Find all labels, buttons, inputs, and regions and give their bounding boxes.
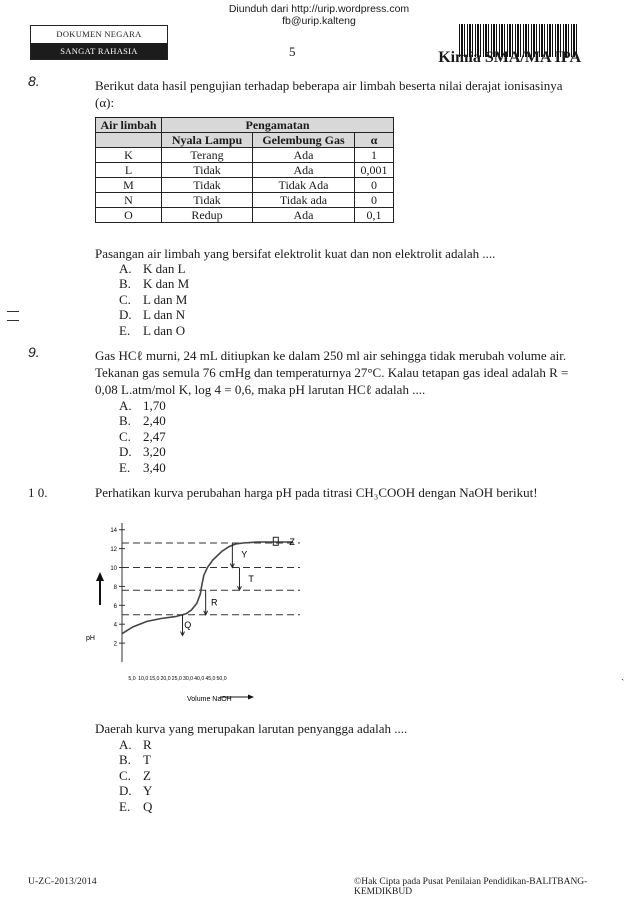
y-axis-label: pH bbox=[86, 635, 95, 642]
x-tick-label: 15,0 bbox=[149, 676, 160, 682]
cell-sample: K bbox=[96, 148, 162, 163]
y-tick-label: 12 bbox=[110, 547, 117, 554]
header-air-limbah: Air limbah bbox=[96, 118, 162, 133]
cell-sample: N bbox=[96, 193, 162, 208]
option-a[interactable] bbox=[119, 737, 152, 752]
option-letter: D. bbox=[119, 307, 132, 323]
option-text: K dan L bbox=[143, 261, 186, 276]
option-text: R bbox=[143, 737, 152, 752]
cell-lamp: Tidak bbox=[162, 178, 253, 193]
cell-gas: Ada bbox=[253, 148, 355, 163]
y-tick-label: 4 bbox=[113, 622, 117, 629]
subject-title: Kimia SMA/MA IPA bbox=[438, 49, 581, 66]
q10-number: 1 0. bbox=[28, 485, 48, 500]
option-e[interactable] bbox=[119, 323, 189, 338]
cell-gas: Tidak Ada bbox=[253, 178, 355, 193]
region-label-r: R bbox=[211, 597, 218, 608]
plot-area bbox=[96, 523, 300, 700]
doc-type-label: DOKUMEN NEGARA bbox=[56, 29, 142, 39]
option-text: L dan O bbox=[143, 322, 186, 338]
titration-curve-chart bbox=[70, 515, 330, 715]
x-tick-label: 40,0 bbox=[194, 676, 205, 682]
region-label-y: Y bbox=[241, 549, 248, 560]
header-pengamatan: Pengamatan bbox=[162, 118, 394, 133]
option-letter: E. bbox=[119, 459, 131, 475]
option-letter: C. bbox=[119, 767, 131, 783]
q8-text-line2: (α): bbox=[95, 95, 115, 110]
y-tick-label: 2 bbox=[113, 641, 117, 648]
y-tick-label: 8 bbox=[113, 584, 117, 591]
q8-question: Pasangan air limbah yang bersifat elektrolit kuat dan non elektrolit adalah .... bbox=[95, 246, 496, 261]
option-text: 1,70 bbox=[143, 398, 166, 413]
option-d[interactable] bbox=[119, 783, 152, 798]
option-letter: D. bbox=[119, 783, 132, 799]
q8-number: 8. bbox=[28, 73, 40, 89]
option-text: Z bbox=[143, 767, 151, 783]
header-alpha: α bbox=[355, 133, 394, 148]
cell-lamp: Tidak bbox=[162, 193, 253, 208]
q10-question: Daerah kurva yang merupakan larutan penyangga adalah .... bbox=[95, 721, 408, 736]
option-letter: E. bbox=[119, 798, 131, 814]
option-text: L dan N bbox=[143, 307, 186, 323]
option-letter: D. bbox=[119, 444, 132, 460]
header-gelembung-gas: Gelembung Gas bbox=[253, 133, 355, 148]
option-letter: B. bbox=[119, 413, 131, 429]
option-b[interactable] bbox=[119, 276, 189, 291]
footer-copyright: ©Hak Cipta pada Pusat Penilaian Pendidikan-BALITBANG-KEMDIKBUD bbox=[354, 877, 588, 897]
x-tick-label: 20,0 bbox=[160, 676, 171, 682]
ph-arrow-head-icon bbox=[96, 572, 104, 581]
option-text: L dan M bbox=[143, 291, 188, 307]
option-e[interactable] bbox=[119, 460, 166, 475]
q8-options bbox=[119, 261, 189, 338]
option-letter: B. bbox=[119, 276, 131, 292]
cell-lamp: Redup bbox=[162, 208, 253, 223]
option-a[interactable] bbox=[119, 398, 166, 413]
table-row bbox=[96, 193, 394, 208]
table-row bbox=[96, 148, 394, 163]
option-letter: A. bbox=[119, 737, 132, 752]
region-label-z: Z bbox=[289, 537, 295, 548]
option-e[interactable] bbox=[119, 799, 152, 814]
option-b[interactable] bbox=[119, 413, 166, 428]
x-tick-label: 30,0 bbox=[182, 676, 194, 682]
option-letter: A. bbox=[119, 261, 132, 276]
option-a[interactable] bbox=[119, 261, 189, 276]
cell-gas: Tidak ada bbox=[253, 193, 355, 208]
option-d[interactable] bbox=[119, 444, 166, 459]
y-tick-label: 14 bbox=[110, 528, 117, 535]
q10-options bbox=[119, 737, 152, 814]
x-tick-label: 50,0 bbox=[216, 676, 227, 682]
x-tick-label: 45,0 bbox=[205, 676, 216, 682]
option-text: 2,40 bbox=[143, 413, 166, 429]
header-nyala-lampu: Nyala Lampu bbox=[162, 133, 253, 148]
cell-sample: O bbox=[96, 208, 162, 223]
cell-sample: M bbox=[96, 178, 162, 193]
option-text: Y bbox=[143, 783, 153, 799]
x-tick-label: 5,0 bbox=[128, 676, 136, 682]
q9-text-line3: 0,08 L.atm/mol K, log 4 = 0,6, maka pH larutan HCℓ adalah .... bbox=[95, 382, 426, 397]
q9-text-line1: Gas HCℓ murni, 24 mL ditiupkan ke dalam 250 ml air sehingga tidak merubah volume air. bbox=[95, 348, 567, 363]
header-empty bbox=[96, 133, 162, 148]
region-label-q: Q bbox=[184, 620, 192, 631]
wastewater-table bbox=[95, 117, 394, 223]
footer-code: U-ZC-2013/2014 bbox=[28, 877, 97, 887]
cell-alpha: 0,1 bbox=[355, 208, 394, 223]
y-tick-label: 10 bbox=[110, 566, 117, 573]
option-letter: B. bbox=[119, 752, 131, 768]
option-text: 3,20 bbox=[143, 444, 166, 460]
cell-gas: Ada bbox=[253, 208, 355, 223]
q10-text: Perhatikan kurva perubahan harga pH pada titrasi CH₃COOH dengan NaOH berikut! bbox=[95, 485, 538, 500]
table-row bbox=[96, 178, 394, 193]
q9-number: 9. bbox=[28, 344, 40, 360]
x-tick-label: 10,0 bbox=[138, 676, 149, 682]
option-text: Q bbox=[143, 798, 153, 814]
cell-lamp: Terang bbox=[162, 148, 253, 163]
cell-alpha: 1 bbox=[355, 148, 394, 163]
secrecy-label: SANGAT RAHASIA bbox=[31, 43, 167, 59]
q9-text-line2: Tekanan gas semula 76 cmHg dan temperaturnya 27°C. Kalau tetapan gas ideal adalah R = bbox=[95, 365, 569, 380]
option-d[interactable] bbox=[119, 307, 189, 322]
q8-text-line1: Berikut data hasil pengujian terhadap beberapa air limbah beserta nilai derajat ionisasinya bbox=[95, 78, 563, 93]
option-letter: C. bbox=[119, 291, 131, 307]
source-fb: fb@urip.kalteng bbox=[282, 15, 356, 27]
document-classification-box bbox=[30, 25, 168, 60]
cell-sample: L bbox=[96, 163, 162, 178]
option-letter: A. bbox=[119, 398, 132, 413]
option-c[interactable] bbox=[119, 768, 152, 783]
cell-lamp: Tidak bbox=[162, 163, 253, 178]
table-row bbox=[96, 208, 394, 223]
cell-alpha: 0 bbox=[355, 178, 394, 193]
x-tick-label: 25,0 bbox=[171, 676, 182, 682]
cell-alpha: 0,001 bbox=[355, 163, 394, 178]
cell-gas: Ada bbox=[253, 163, 355, 178]
page-number: 5 bbox=[289, 44, 296, 59]
option-b[interactable] bbox=[119, 752, 152, 767]
volume-arrow-head-icon bbox=[248, 695, 254, 700]
option-text: T bbox=[143, 752, 151, 768]
option-c[interactable] bbox=[119, 292, 189, 307]
cell-alpha: 0 bbox=[355, 193, 394, 208]
source-url: Diunduh dari http://urip.wordpress.com bbox=[228, 3, 410, 15]
option-text: 2,47 bbox=[143, 428, 166, 444]
option-text: K dan M bbox=[143, 276, 190, 292]
q9-options bbox=[119, 398, 166, 475]
y-tick-label: 6 bbox=[113, 603, 117, 610]
option-text: 3,40 bbox=[143, 459, 166, 475]
titration-curve bbox=[122, 542, 293, 634]
margin-mark bbox=[7, 311, 19, 321]
x-axis-label: Volume NaOH bbox=[187, 696, 232, 703]
option-letter: E. bbox=[119, 322, 131, 338]
stray-mark: ˎ bbox=[621, 670, 625, 681]
option-letter: C. bbox=[119, 428, 131, 444]
table-row bbox=[96, 163, 394, 178]
option-c[interactable] bbox=[119, 429, 166, 444]
region-label-t: T bbox=[248, 573, 254, 584]
